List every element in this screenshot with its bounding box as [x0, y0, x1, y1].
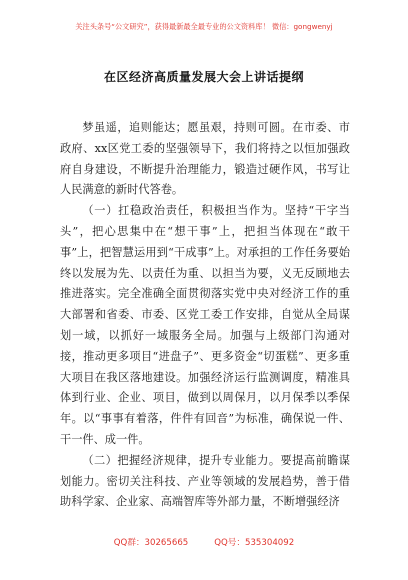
document-title: 在区经济高质量发展大会上讲话提纲 [103, 70, 304, 84]
paragraph-section-1: （一）扛稳政治责任，积极担当作为。坚持“干字当头”，把心思集中在“想干事”上，把担当体现在“敢干事”上，把智慧运用到“干成事”上。对承担的工作任务要始终以发展为先、以责任为重、以担当为要，义无反顾地去推进落实。完全准确全面贯彻落实党中央对经济工作的重大部署和省委、市委、区党工委工作安排，自觉从全局谋划一域，以抓好一域服务全局。加强与上级部门沟通对接，推动更多项目“进盘子”、更多资金“切蛋糕”、更多重大项目在我区落地建设。加强经济运行监测调度，精准具体到行业、企业、项目，做到以周保月，以月保季以季保年。以“事事有着落，件件有回音”为标准，确保说一件、干一件、成一件。 [60, 204, 350, 446]
paragraph-section-2: （二）把握经济规律，提升专业能力。要提高前瞻谋划能力。密切关注科技、产业等领域的发展趋势，善于借助科学家、企业家、高端智库等外部力量，不断增强经济 [60, 453, 350, 509]
header-banner: 关注头条号“公文研究”，获得最新最全最专业的公文资料库！ 微信：gongwenyj [75, 22, 333, 31]
footer-qq-group: QQ群：30265665 [113, 538, 189, 548]
footer-qq-number: QQ号：535304092 [214, 538, 295, 548]
footer-contact [0, 536, 408, 548]
document-body [60, 118, 350, 513]
paragraph-intro: 梦虽遥，追则能达；愿虽艰，持则可圆。在市委、市政府、xx区党工委的坚强领导下，我们将持之以恒加强政府自身建设，不断提升治理能力，锻造过硬作风，书写让人民满意的新时代答卷。 [60, 121, 350, 197]
